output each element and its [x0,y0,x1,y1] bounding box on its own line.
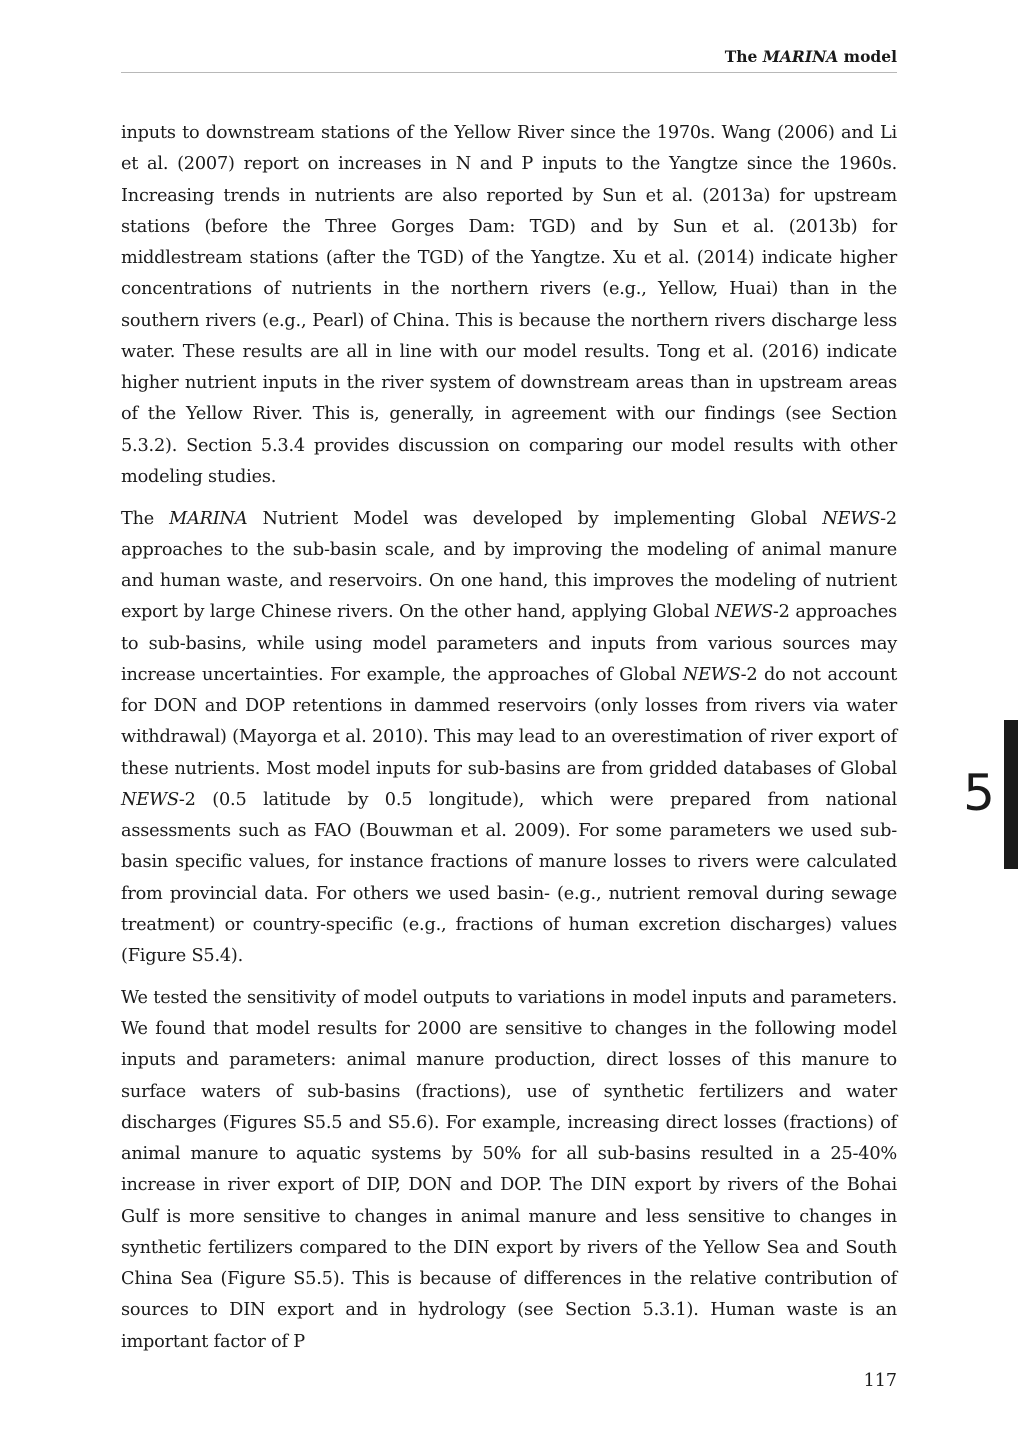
paragraph-2: The MARINA Nutrient Model was developed by implementing Global NEWS-2 approaches to the sub-basin scale, and by improving the modeling of animal manure and human waste, and reservoirs. On one hand, this improves the modeling of nutrient export by large Chinese rivers. On the other hand, applying Global NEWS-2 approaches to sub-basins, while using model parameters and inputs from various sources may increase uncertainties. For example, the approaches of Global NEWS-2 do not account for DON and DOP retentions in dammed reservoirs (only losses from rivers via water withdrawal) (Mayorga et al. 2010). This may lead to an overestimation of river export of these nutrients. Most model inputs for sub-basins are from gridded databases of Global NEWS-2 (0.5 latitude by 0.5 longitude), which were prepared from national assessments such as FAO (Bouwman et al. 2009). For some parameters we used sub-basin specific values, for instance fractions of manure losses to rivers were calculated from provincial data. For others we used basin- (e.g., nutrient removal during sewage treatment) or country-specific (e.g., fractions of human excretion discharges) values (Figure S5.4). [121,508,897,966]
page-number: 117 [863,1371,897,1391]
body-text [121,118,897,1368]
header-prefix: The [724,47,763,66]
header-divider [121,72,897,73]
chapter-number: 5 [963,764,995,822]
paragraph-3: We tested the sensitivity of model outputs to variations in model inputs and parameters. We found that model results for 2000 are sensitive to changes in the following model inputs and parameters: animal manure production, direct losses of this manure to surface waters of sub-basins (fractions), use of synthetic fertilizers and water discharges (Figures S5.5 and S5.6). For example, increasing direct losses (fractions) of animal manure to aquatic systems by 50% for all sub-basins resulted in a 25-40% increase in river export of DIP, DON and DOP. The DIN export by rivers of the Bohai Gulf is more sensitive to changes in animal manure and less sensitive to changes in synthetic fertilizers compared to the DIN export by rivers of the Yellow Sea and South China Sea (Figure S5.5). This is because of differences in the relative contribution of sources to DIN export and in hydrology (see Section 5.3.1). Human waste is an important factor of P [121,987,897,1352]
running-header [121,47,897,67]
header-model-name: MARINA [762,47,839,66]
paragraph-1: inputs to downstream stations of the Yellow River since the 1970s. Wang (2006) and Li et al. (2007) report on increases in N and P inputs to the Yangtze since the 1960s. Increasing trends in nutrients are also reported by Sun et al. (2013a) for upstream stations (before the Three Gorges Dam: TGD) and by Sun et al. (2013b) for middlestream stations (after the TGD) of the Yangtze. Xu et al. (2014) indicate higher concentrations of nutrients in the northern rivers (e.g., Yellow, Huai) than in the southern rivers (e.g., Pearl) of China. This is because the northern rivers discharge less water. These results are all in line with our model results. Tong et al. (2016) indicate higher nutrient inputs in the river system of downstream areas than in upstream areas of the Yellow River. This is, generally, in agreement with our findings (see Section 5.3.2). Section 5.3.4 provides discussion on comparing our model results with other modeling studies. [121,123,897,487]
header-suffix: model [838,47,897,66]
chapter-thumb-tab [1004,720,1018,869]
